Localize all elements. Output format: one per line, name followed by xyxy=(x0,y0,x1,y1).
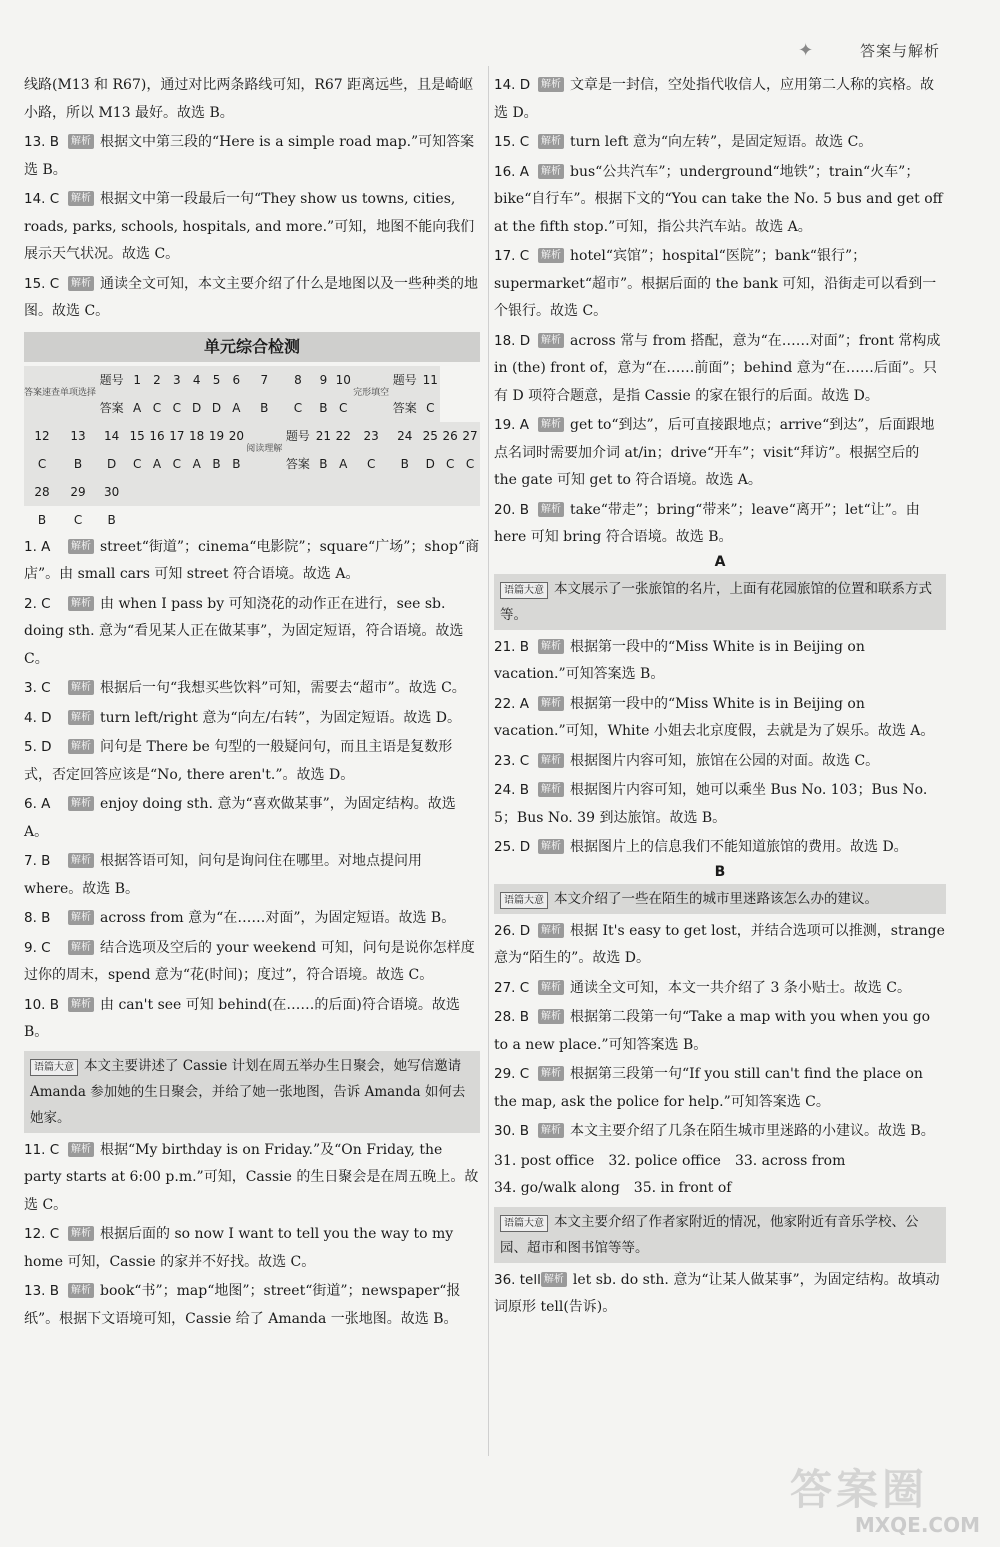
unit-test-banner: 单元综合检测 xyxy=(24,332,480,362)
watermark xyxy=(790,1457,980,1537)
right-questions-4 xyxy=(494,1267,946,1322)
answer-text: 根据图片上的信息我们不能知道旅馆的费用。故选 D。 xyxy=(570,839,908,855)
answer-number: 17. C xyxy=(494,248,530,264)
watermark-url: MXQE.COM xyxy=(854,1513,980,1537)
answer-text: 根据图片内容可知，旅馆在公园的对面。故选 C。 xyxy=(570,752,880,769)
answer-number: 2. C xyxy=(24,595,51,612)
left-column xyxy=(24,72,480,1335)
right-questions-3 xyxy=(494,918,946,1146)
analysis-tag: 解析 xyxy=(68,1142,94,1157)
answer-text: 根据文中第三段的“Here is a simple road map.”可知答案选 B。 xyxy=(24,134,475,178)
grid-row-3 xyxy=(24,422,480,450)
grid-cell: 28 xyxy=(24,478,60,506)
summary-c xyxy=(494,1207,946,1263)
answer-item xyxy=(494,1118,946,1146)
answer-number: 21. B xyxy=(494,638,530,655)
answer-item xyxy=(494,412,946,495)
answer-item xyxy=(24,1221,480,1276)
answer-item xyxy=(494,72,946,127)
answer-text: book“书”；map“地图”；street“街道”；newspaper“报纸”。根据下文语境可知，Cassie 给了 Amanda 一张地图。故选 B。 xyxy=(24,1283,461,1327)
grid-cell: 3 xyxy=(167,366,187,394)
grid-label-cloze: 完形填空 xyxy=(353,366,389,422)
answer-number: 20. B xyxy=(494,501,530,518)
answer-text: 根据答语可知，问句是询问住在哪里。对地点提问用 where。故选 B。 xyxy=(24,853,422,897)
grid-cell: C xyxy=(460,450,480,478)
answer-text: 根据“My birthday is on Friday.”及“On Friday, the party starts at 6:00 p.m.”可知，Cassie 的生日聚会是在周五晚上。故选 C。 xyxy=(24,1141,479,1213)
grid-cell: 4 xyxy=(187,366,207,394)
grid-cell: 20 xyxy=(226,422,246,450)
answer-number: 13. B xyxy=(24,134,60,150)
answer-item xyxy=(24,534,480,589)
grid-cell: A xyxy=(226,394,246,422)
analysis-tag: 解析 xyxy=(538,980,564,995)
answer-text: 根据后一句“我想买些饮料”可知，需要去“超市”。故选 C。 xyxy=(100,680,466,696)
answer-number: 30. B xyxy=(494,1123,530,1139)
analysis-tag: 解析 xyxy=(68,191,94,206)
watermark-logo: 答案圈 xyxy=(790,1465,929,1514)
answer-number: 27. C xyxy=(494,979,530,996)
answer-item xyxy=(494,834,946,862)
answer-item xyxy=(494,634,946,689)
analysis-tag: 解析 xyxy=(538,248,564,263)
grid-cell: 12 xyxy=(24,422,60,450)
answer-text: across 常与 from 搭配，意为“在……对面”；front 常构成 in (the) front of，意为“在……前面”；behind 意为“在……后面”。只有 D 项符合题意，是指 Cassie 的家在银行的后面。故选 D。 xyxy=(494,332,941,404)
answer-text: 结合选项及空后的 your weekend 可知，问句是说你怎样度过你的周末，spend 意为“花(时间)；度过”，符合语境。故选 C。 xyxy=(24,939,475,983)
summary-text: 本文主要介绍了作者家附近的情况，他家附近有音乐学校、公园、超市和图书馆等等。 xyxy=(500,1213,919,1256)
answer-item xyxy=(494,1004,946,1059)
summary-b xyxy=(494,884,946,914)
grid-cell: C xyxy=(282,394,313,422)
grid-cell: B xyxy=(226,450,246,478)
grid-cell: 7 xyxy=(246,366,282,394)
answer-item xyxy=(494,243,946,326)
answer-item xyxy=(24,271,480,326)
grid-cell: 27 xyxy=(460,422,480,450)
answer-text: across from 意为“在……对面”，为固定短语。故选 B。 xyxy=(100,910,456,926)
answer-text: 文章是一封信，空处指代收信人，应用第二人称的宾格。故选 D。 xyxy=(494,77,934,121)
right-questions-1 xyxy=(494,72,946,552)
grid-row-5 xyxy=(24,478,480,506)
grid-head: 答案 xyxy=(96,394,127,422)
grid-cell: 23 xyxy=(353,422,389,450)
answer-text: 由 can't see 可知 behind(在……的后面)符合语境。故选 B。 xyxy=(24,996,460,1040)
summary-a xyxy=(494,574,946,630)
grid-cell: C xyxy=(73,512,83,527)
analysis-tag: 解析 xyxy=(538,839,564,854)
answer-item xyxy=(24,992,480,1047)
grid-head: 题号 xyxy=(282,422,313,450)
grid-cell: D xyxy=(207,394,227,422)
grid-cell: 18 xyxy=(187,422,207,450)
grid-head: 答案 xyxy=(389,394,420,422)
grid-cell: 11 xyxy=(420,366,440,394)
grid-cell: B xyxy=(60,450,96,478)
answer-text: take“带走”；bring“带来”；leave“离开”；let“让”。由 here 可知 bring 符合语境。故选 B。 xyxy=(494,501,920,545)
analysis-tag: 解析 xyxy=(68,796,94,811)
analysis-tag: 解析 xyxy=(538,782,564,797)
analysis-tag: 解析 xyxy=(538,134,564,149)
grid-empty xyxy=(127,478,480,506)
answer-number: 10. B xyxy=(24,996,60,1013)
answer-number: 15. C xyxy=(494,134,530,150)
analysis-tag: 解析 xyxy=(538,753,564,768)
grid-cell: 10 xyxy=(333,366,353,394)
section-b-title: B xyxy=(714,863,726,880)
answer-item xyxy=(494,159,946,242)
analysis-tag: 解析 xyxy=(538,333,564,348)
left-questions-2 xyxy=(24,534,480,1047)
answer-item xyxy=(24,705,480,733)
grid-cell: D xyxy=(187,394,207,422)
answer-number: 36. tell xyxy=(494,1271,541,1288)
left-questions-1 xyxy=(24,129,480,326)
analysis-tag: 解析 xyxy=(68,680,94,695)
answer-item xyxy=(24,675,480,703)
answer-number: 9. C xyxy=(24,939,51,956)
analysis-tag: 解析 xyxy=(68,1283,94,1298)
analysis-tag: 解析 xyxy=(68,1226,94,1241)
answer-text: 根据图片内容可知，她可以乘坐 Bus No. 103；Bus No. 5；Bus No. 39 到达旅馆。故选 B。 xyxy=(494,782,928,826)
answer-number: 18. D xyxy=(494,332,531,349)
answer-number: 24. B xyxy=(494,782,530,798)
grid-head: 题号 xyxy=(96,366,127,394)
answer-item xyxy=(494,975,946,1003)
answer-number: 11. C xyxy=(24,1141,60,1158)
column-divider xyxy=(488,66,489,1456)
analysis-tag: 解析 xyxy=(68,940,94,955)
answer-number: 15. C xyxy=(24,275,60,292)
answer-number: 6. A xyxy=(24,796,51,812)
grid-cell: B xyxy=(207,450,227,478)
grid-cell: 30 xyxy=(96,478,127,506)
grid-cell: B xyxy=(389,450,420,478)
grid-cell: 26 xyxy=(440,422,460,450)
left-top-block xyxy=(24,72,480,127)
summary-text: 本文展示了一张旅馆的名片，上面有花园旅馆的位置和联系方式等。 xyxy=(500,580,932,623)
star-ornament-icon: ✦ xyxy=(798,40,815,61)
right-questions-2 xyxy=(494,634,946,862)
answer-item xyxy=(494,328,946,411)
grid-label-reading: 阅读理解 xyxy=(246,422,282,478)
analysis-tag: 解析 xyxy=(68,739,94,754)
answer-item xyxy=(24,848,480,903)
grid-cell: B xyxy=(246,394,282,422)
answer-text: 问句是 There be 句型的一般疑问句，而且主语是复数形式，否定回答应该是“No, there aren't.”。故选 D。 xyxy=(24,739,453,783)
answer-number: 23. C xyxy=(494,752,530,769)
grid-label-quick: 答案速查 xyxy=(24,366,60,422)
grid-empty xyxy=(127,506,480,534)
answer-text: bus“公共汽车”；underground“地铁”；train“火车”；bike“自行车”。根据下文的“You can take the No. 5 bus and get off at the fifth stop.”可知，指公共汽车站。故选 A。 xyxy=(494,163,943,235)
answer-text: get to“到达”，后可直接跟地点；arrive“到达”，后面跟地点名词时需要加介词 at/in；drive“开车”；visit“拜访”。根据空后的 the gate 可知 get to 符合语境。故选 A。 xyxy=(494,417,935,488)
answer-item xyxy=(24,1137,480,1220)
grid-cell: D xyxy=(96,450,127,478)
grid-cell: D xyxy=(420,450,440,478)
answer-grid xyxy=(24,366,480,534)
analysis-tag: 解析 xyxy=(538,1123,564,1138)
answer-number: 1. A xyxy=(24,538,51,555)
analysis-tag: 解析 xyxy=(538,639,564,654)
grid-cell: 6 xyxy=(226,366,246,394)
grid-cell: B xyxy=(313,450,333,478)
grid-cell: A xyxy=(127,394,147,422)
summary-tag: 语篇大意 xyxy=(500,892,548,909)
grid-cell: 14 xyxy=(96,422,127,450)
answer-number: 7. B xyxy=(24,853,51,869)
grid-cell: C xyxy=(167,450,187,478)
left-questions-3 xyxy=(24,1137,480,1334)
grid-cell: 15 xyxy=(127,422,147,450)
grid-cell: C xyxy=(167,394,187,422)
answer-text: turn left/right 意为“向左/右转”，为固定短语。故选 D。 xyxy=(100,709,462,726)
analysis-tag: 解析 xyxy=(68,710,94,725)
grid-cell: 29 xyxy=(60,478,96,506)
answer-number: 3. C xyxy=(24,680,51,696)
fill-answers-line-2: 34. go/walk along 35. in front of xyxy=(494,1180,732,1196)
grid-cell: A xyxy=(147,450,167,478)
analysis-tag: 解析 xyxy=(538,77,564,92)
answer-item xyxy=(24,1278,480,1333)
grid-cell: C xyxy=(24,450,60,478)
header-title: 答案与解析 xyxy=(859,42,940,60)
answer-text: 通读全文可知，本文主要介绍了什么是地图以及一些种类的地图。故选 C。 xyxy=(24,275,478,319)
grid-row-1 xyxy=(24,366,480,394)
analysis-tag: 解析 xyxy=(538,923,564,938)
answer-text: 根据 It's easy to get lost，并结合选项可以推测，strange 意为“陌生的”。故选 D。 xyxy=(494,922,945,966)
answer-item xyxy=(24,935,480,990)
answer-item xyxy=(494,748,946,776)
analysis-tag: 解析 xyxy=(68,853,94,868)
fill-answers-line-1: 31. post office 32. police office 33. across from xyxy=(494,1152,846,1169)
page-header xyxy=(798,40,940,61)
answer-text: 根据文中第一段最后一句“They show us towns, cities, roads, parks, schools, hospitals, and more.”可知，地图不能向我们展示天气状况。故选 C。 xyxy=(24,191,475,262)
answer-text: hotel“宾馆”；hospital“医院”；bank“银行”；supermarket“超市”。根据后面的 the bank 可知，沿街走可以看到一个银行。故选 C。 xyxy=(494,248,937,319)
grid-cell: 5 xyxy=(207,366,227,394)
grid-cell: C xyxy=(420,394,440,422)
grid-cell: B xyxy=(107,512,116,527)
grid-cell: 24 xyxy=(389,422,420,450)
left-summary xyxy=(24,1051,480,1133)
answer-number: 29. C xyxy=(494,1066,530,1082)
answer-item xyxy=(494,1267,946,1322)
answer-text: 根据第二段第一句“Take a map with you when you go to a new place.”可知答案选 B。 xyxy=(494,1009,931,1053)
analysis-tag: 解析 xyxy=(68,539,94,554)
grid-row-6 xyxy=(24,506,480,534)
analysis-tag: 解析 xyxy=(68,134,94,149)
analysis-tag: 解析 xyxy=(541,1272,567,1287)
grid-cell: 2 xyxy=(147,366,167,394)
grid-head: 答案 xyxy=(282,450,313,478)
answer-item xyxy=(494,777,946,832)
answer-number: 8. B xyxy=(24,910,51,926)
summary-tag: 语篇大意 xyxy=(500,1215,548,1232)
right-column xyxy=(494,72,946,1324)
grid-label-single: 单项选择 xyxy=(60,366,96,422)
grid-cell: B xyxy=(37,512,47,527)
answer-item xyxy=(24,72,480,127)
answer-text: street“街道”；cinema“电影院”；square“广场”；shop“商店”。由 small cars 可知 street 符合语境。故选 A。 xyxy=(24,538,480,582)
grid-cell: 16 xyxy=(147,422,167,450)
answer-text: 根据后面的 so now I want to tell you the way to my home 可知，Cassie 的家并不好找。故选 C。 xyxy=(24,1226,454,1270)
answer-text: let sb. do sth. 意为“让某人做某事”，为固定结构。故填动词原形 tell(告诉)。 xyxy=(494,1271,940,1315)
summary-tag: 语篇大意 xyxy=(500,582,548,599)
answer-number: 22. A xyxy=(494,695,529,712)
answer-item xyxy=(24,129,480,184)
analysis-tag: 解析 xyxy=(68,997,94,1012)
grid-cell: 1 xyxy=(127,366,147,394)
answer-number: 19. A xyxy=(494,417,529,433)
answer-number: 12. C xyxy=(24,1226,60,1242)
answer-item xyxy=(494,497,946,552)
answer-item xyxy=(494,129,946,157)
grid-cell: 25 xyxy=(420,422,440,450)
section-a-title: A xyxy=(714,553,726,570)
analysis-tag: 解析 xyxy=(68,596,94,611)
answer-number: 28. B xyxy=(494,1009,530,1025)
analysis-tag: 解析 xyxy=(538,502,564,517)
summary-tag: 语篇大意 xyxy=(30,1059,78,1076)
grid-cell: 21 xyxy=(313,422,333,450)
answer-text: 根据第一段中的“Miss White is in Beijing on vacation.”可知答案选 B。 xyxy=(494,638,865,682)
grid-cell: C xyxy=(440,450,460,478)
analysis-tag: 解析 xyxy=(538,417,564,432)
summary-text: 本文介绍了一些在陌生的城市里迷路该怎么办的建议。 xyxy=(554,890,878,907)
grid-cell: C xyxy=(333,394,353,422)
answer-text: turn left 意为“向左转”，是固定短语。故选 C。 xyxy=(570,134,873,150)
grid-cell: C xyxy=(147,394,167,422)
answer-number: 5. D xyxy=(24,739,52,755)
answer-number: 26. D xyxy=(494,922,531,939)
grid-cell: A xyxy=(187,450,207,478)
grid-cell: 9 xyxy=(313,366,333,394)
analysis-tag: 解析 xyxy=(538,1009,564,1024)
answer-text: 根据第一段中的“Miss White is in Beijing on vacation.”可知，White 小姐去北京度假，去就是为了娱乐。故选 A。 xyxy=(494,695,935,739)
grid-cell: A xyxy=(333,450,353,478)
grid-cell: 13 xyxy=(60,422,96,450)
answer-item xyxy=(24,734,480,789)
grid-cell: C xyxy=(127,450,147,478)
answer-number: 16. A xyxy=(494,163,529,180)
grid-head: 题号 xyxy=(389,366,420,394)
grid-cell: 8 xyxy=(282,366,313,394)
analysis-tag: 解析 xyxy=(538,696,564,711)
answer-text: 根据第三段第一句“If you still can't find the place on the map, ask the police for help.”可知答案选 C。 xyxy=(494,1066,923,1110)
answer-item xyxy=(494,1061,946,1116)
summary-text: 本文主要讲述了 Cassie 计划在周五举办生日聚会，她写信邀请 Amanda 参加她的生日聚会，并给了她一张地图，告诉 Amanda 如何去她家。 xyxy=(30,1057,466,1126)
analysis-tag: 解析 xyxy=(68,276,94,291)
answer-number: 13. B xyxy=(24,1283,60,1299)
answer-item xyxy=(24,905,480,933)
grid-cell: C xyxy=(353,450,389,478)
analysis-tag: 解析 xyxy=(538,1066,564,1081)
answer-text: 由 when I pass by 可知浇花的动作正在进行，see sb. doing sth. 意为“看见某人正在做某事”，为固定短语，符合语境。故选 C。 xyxy=(24,595,464,667)
answer-text: 本文主要介绍了几条在陌生城市里迷路的小建议。故选 B。 xyxy=(570,1123,935,1139)
answer-text: enjoy doing sth. 意为“喜欢做某事”，为固定结构。故选 A。 xyxy=(24,796,456,840)
answer-number: 25. D xyxy=(494,839,531,855)
answer-number: 14. C xyxy=(24,191,60,207)
answer-text: 线路(M13 和 R67)，通过对比两条路线可知，R67 距离远些，且是崎岖小路，所以 M13 最好。故选 B。 xyxy=(24,77,474,121)
answer-item xyxy=(24,186,480,269)
grid-cell: B xyxy=(313,394,333,422)
answer-item xyxy=(24,591,480,674)
answer-item xyxy=(494,691,946,746)
analysis-tag: 解析 xyxy=(538,164,564,179)
answer-text: 通读全文可知，本文一共介绍了 3 条小贴士。故选 C。 xyxy=(570,979,911,996)
answer-number: 14. D xyxy=(494,77,531,93)
analysis-tag: 解析 xyxy=(68,910,94,925)
grid-cell: 19 xyxy=(207,422,227,450)
answer-item xyxy=(494,918,946,973)
grid-cell: 17 xyxy=(167,422,187,450)
answer-item xyxy=(24,791,480,846)
answer-number: 4. D xyxy=(24,709,52,726)
grid-cell: 22 xyxy=(333,422,353,450)
